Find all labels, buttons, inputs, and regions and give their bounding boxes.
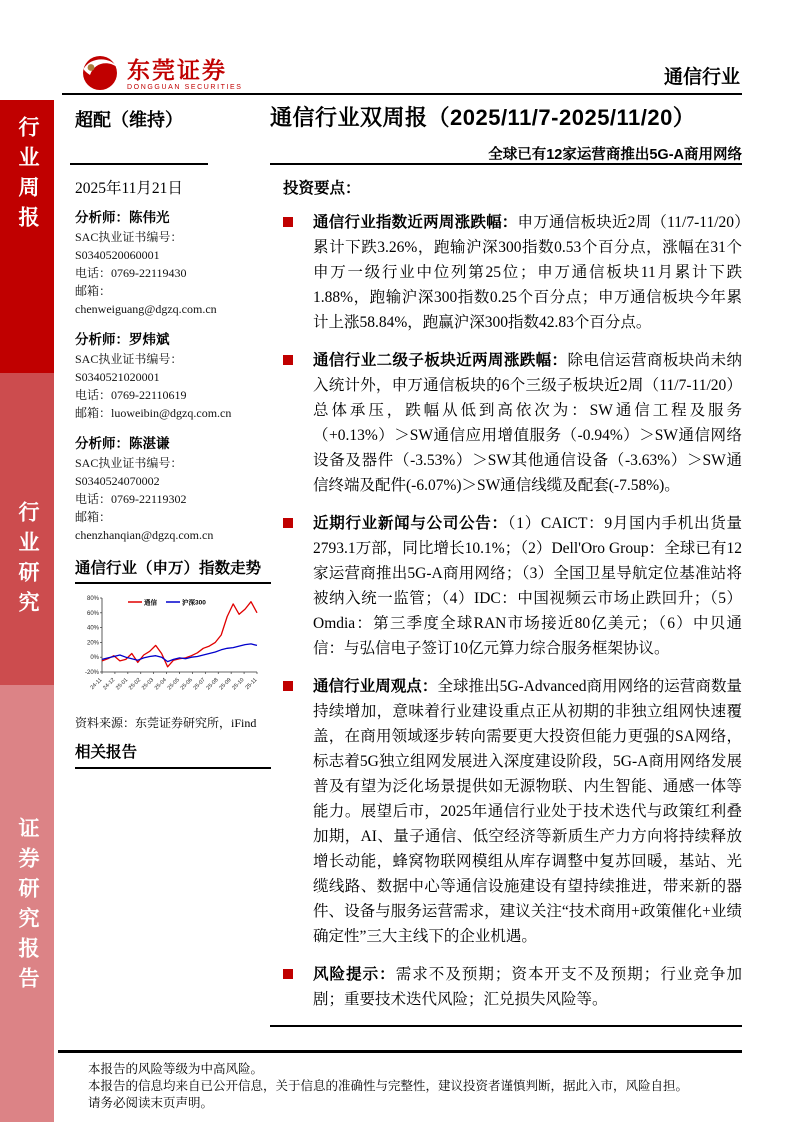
analyst-block-3 xyxy=(75,434,271,544)
analyst-cert-label: SAC执业证书编号： xyxy=(75,230,183,244)
chart-source: 资料来源：东莞证券研究所，iFind xyxy=(75,716,257,730)
analyst-email: chenzhanqian@dgzq.com.cn xyxy=(75,528,214,542)
svg-text:40%: 40% xyxy=(86,625,99,632)
svg-text:25-11: 25-11 xyxy=(244,677,259,692)
industry-tag: 通信行业 xyxy=(663,67,740,88)
company-logo xyxy=(80,52,243,97)
bullet-text: （1）CAICT：9月国内手机出货量2793.1万部，同比增长10.1%；（2）Dell'Oro Group：全球已有12家运营商推出5G-A商用网络；（3）全国卫星导航定位基准站将被纳入统一监管；（4）IDC：中国视频云市场止跌回升；（5）Omdia：第三季度全球RAN市场接近80亿美元；（6）中贝通信：与弘信电子签订10亿元算力综合服务框架协议。 xyxy=(313,515,742,657)
bullet-subsector-change xyxy=(283,348,742,498)
bullet-text: 需求不及预期；资本开支不及预期；行业竞争加剧；重要技术迭代风险；汇兑损失风险等。 xyxy=(313,966,742,1008)
rating-label: 超配（维持） xyxy=(75,110,183,130)
bullet-square-icon xyxy=(283,681,293,691)
bullet-lead: 通信行业指数近两周涨跌幅： xyxy=(313,214,518,231)
bullet-industry-news xyxy=(283,511,742,661)
bullet-text: 全球推出5G-Advanced商用网络的运营商数量持续增加，意味着行业建设重点正从初期的非独立组网快速覆盖，在商用领域逐步转向需要更大投资但能力更强的SA网络，标志着5G独立组网发展进入深度建设阶段，5G-A商用网络发展普及有望为泛化场景提供如无源物联、内生智能、通感一体等能力。展望后市，2025年通信行业处于技术迭代与政策红利叠加期，AI、量子通信、低空经济等新质生产力方向将持续释放增长动能，蜂窝物联网模组从库存调整中复苏回暖，基站、光缆线路、数据中心等通信设施建设有望持续推进，带来新的器件、设备与服务运营需求，建议关注“技术商用+政策催化+业绩确定性”三大主线下的企业机遇。 xyxy=(313,678,742,945)
svg-text:25-03: 25-03 xyxy=(140,677,156,692)
header-rule xyxy=(62,93,742,95)
analyst-block-1 xyxy=(75,208,271,318)
bullet-text: 申万通信板块近2周（11/7-11/20）累计下跌3.26%，跑输沪深300指数0.53个百分点，涨幅在31个申万一级行业中位列第25位；申万通信板块11月累计下跌1.88%，跑输沪深300指数0.25个百分点；申万通信板块今年累计上涨58.84%，跑赢沪深300指数42.83个百分点。 xyxy=(313,214,742,331)
svg-text:24-11: 24-11 xyxy=(89,677,104,692)
chart-heading: 通信行业（申万）指数走势 xyxy=(75,556,271,584)
trend-chart-svg xyxy=(75,588,265,708)
bullet-square-icon xyxy=(283,518,293,528)
bullet-weekly-view xyxy=(283,674,742,949)
bullet-lead: 风险提示： xyxy=(313,966,396,983)
footer xyxy=(58,1050,742,1112)
report-date: 2025年11月21日 xyxy=(75,180,183,197)
bullet-risk-warning xyxy=(283,962,742,1012)
left-column-rule xyxy=(70,163,208,165)
svg-text:25-04: 25-04 xyxy=(153,677,168,692)
analyst-phone: 电话：0769-22119430 xyxy=(75,266,187,280)
analyst-cert-number: S0340524070002 xyxy=(75,474,160,488)
analyst-name: 分析师：陈湛谦 xyxy=(75,436,170,451)
analyst-cert-label: SAC执业证书编号： xyxy=(75,456,183,470)
analyst-phone: 电话：0769-22110619 xyxy=(75,388,187,402)
section-title: 投资要点： xyxy=(283,180,361,197)
report-title: 通信行业双周报（2025/11/7-2025/11/20） xyxy=(270,105,696,130)
bullet-lead: 近期行业新闻与公司公告： xyxy=(313,515,508,532)
analyst-cert-label: SAC执业证书编号： xyxy=(75,352,183,366)
sidebar-segment-report xyxy=(0,685,54,1122)
bullet-lead: 通信行业二级子板块近两周涨跌幅： xyxy=(313,352,568,369)
bullet-lead: 通信行业周观点： xyxy=(313,678,438,695)
svg-text:25-07: 25-07 xyxy=(192,677,207,692)
svg-text:25-05: 25-05 xyxy=(166,677,181,692)
svg-text:沪深300: 沪深300 xyxy=(182,599,206,607)
sidebar-label-report: 证券研究报告 xyxy=(16,817,39,997)
analyst-email: chenweiguang@dgzq.com.cn xyxy=(75,302,217,316)
index-trend-chart xyxy=(75,588,271,713)
bullet-square-icon xyxy=(283,355,293,365)
logo-swirl-icon xyxy=(80,52,120,97)
related-reports-heading: 相关报告 xyxy=(75,740,271,769)
svg-text:25-08: 25-08 xyxy=(205,677,220,692)
sidebar-label-weekly: 行业周报 xyxy=(16,116,39,236)
footer-disclaimer: 本报告的信息均来自已公开信息，关于信息的准确性与完整性，建议投资者谨慎判断，据此入市，风险自担。 xyxy=(88,1079,689,1093)
analyst-cert-number: S0340521020001 xyxy=(75,370,160,384)
analyst-email-label: 邮箱： xyxy=(75,510,112,524)
svg-text:60%: 60% xyxy=(86,610,99,617)
svg-text:25-01: 25-01 xyxy=(115,677,130,692)
main-content xyxy=(283,176,742,1027)
footer-read-statement: 请务必阅读末页声明。 xyxy=(88,1096,214,1110)
report-subtitle: 全球已有12家运营商推出5G-A商用网络 xyxy=(488,147,742,163)
company-name-cn: 东莞证券 xyxy=(127,56,227,84)
analyst-name: 分析师：陈伟光 xyxy=(75,210,170,225)
svg-text:20%: 20% xyxy=(86,640,99,647)
svg-text:25-09: 25-09 xyxy=(218,677,233,692)
svg-text:25-06: 25-06 xyxy=(179,677,194,692)
analyst-email-label: 邮箱： xyxy=(75,284,112,298)
analyst-block-2 xyxy=(75,330,271,422)
bullet-square-icon xyxy=(283,217,293,227)
content-bottom-rule xyxy=(270,1025,742,1027)
analyst-email: 邮箱：luoweibin@dgzq.com.cn xyxy=(75,406,232,420)
analyst-name: 分析师：罗炜斌 xyxy=(75,332,170,347)
right-column-rule xyxy=(270,163,742,165)
svg-text:通信: 通信 xyxy=(144,599,157,607)
svg-text:24-12: 24-12 xyxy=(102,677,117,692)
bullet-text: 除电信运营商板块尚未纳入统计外，申万通信板块的6个三级子板块近2周（11/7-11/20）总体承压，跌幅从低到高依次为：SW通信工程及服务（+0.13%）＞SW通信应用增值服务（-0.94%）＞SW通信网络设备及器件（-3.53%）＞SW其他通信设备（-3.63%）＞SW通信终端及配件(-6.07%)＞SW通信线缆及配套(-7.58%)。 xyxy=(313,352,742,494)
bullet-index-change xyxy=(283,210,742,335)
footer-risk-level: 本报告的风险等级为中高风险。 xyxy=(88,1062,264,1076)
footer-rule xyxy=(58,1050,742,1053)
svg-text:80%: 80% xyxy=(86,596,99,602)
sidebar-segment-research xyxy=(0,373,54,685)
svg-text:25-02: 25-02 xyxy=(127,677,143,692)
analyst-phone: 电话：0769-22119302 xyxy=(75,492,187,506)
svg-text:0%: 0% xyxy=(90,655,99,662)
bullet-square-icon xyxy=(283,969,293,979)
left-column xyxy=(75,178,271,769)
analyst-cert-number: S0340520060001 xyxy=(75,248,160,262)
company-name-en: DONGGUAN SECURITIES xyxy=(127,83,243,91)
sidebar-label-research: 行业研究 xyxy=(16,501,39,621)
svg-text:25-10: 25-10 xyxy=(231,677,246,692)
svg-text:-20%: -20% xyxy=(84,670,99,676)
sidebar-segment-weekly xyxy=(0,100,54,373)
